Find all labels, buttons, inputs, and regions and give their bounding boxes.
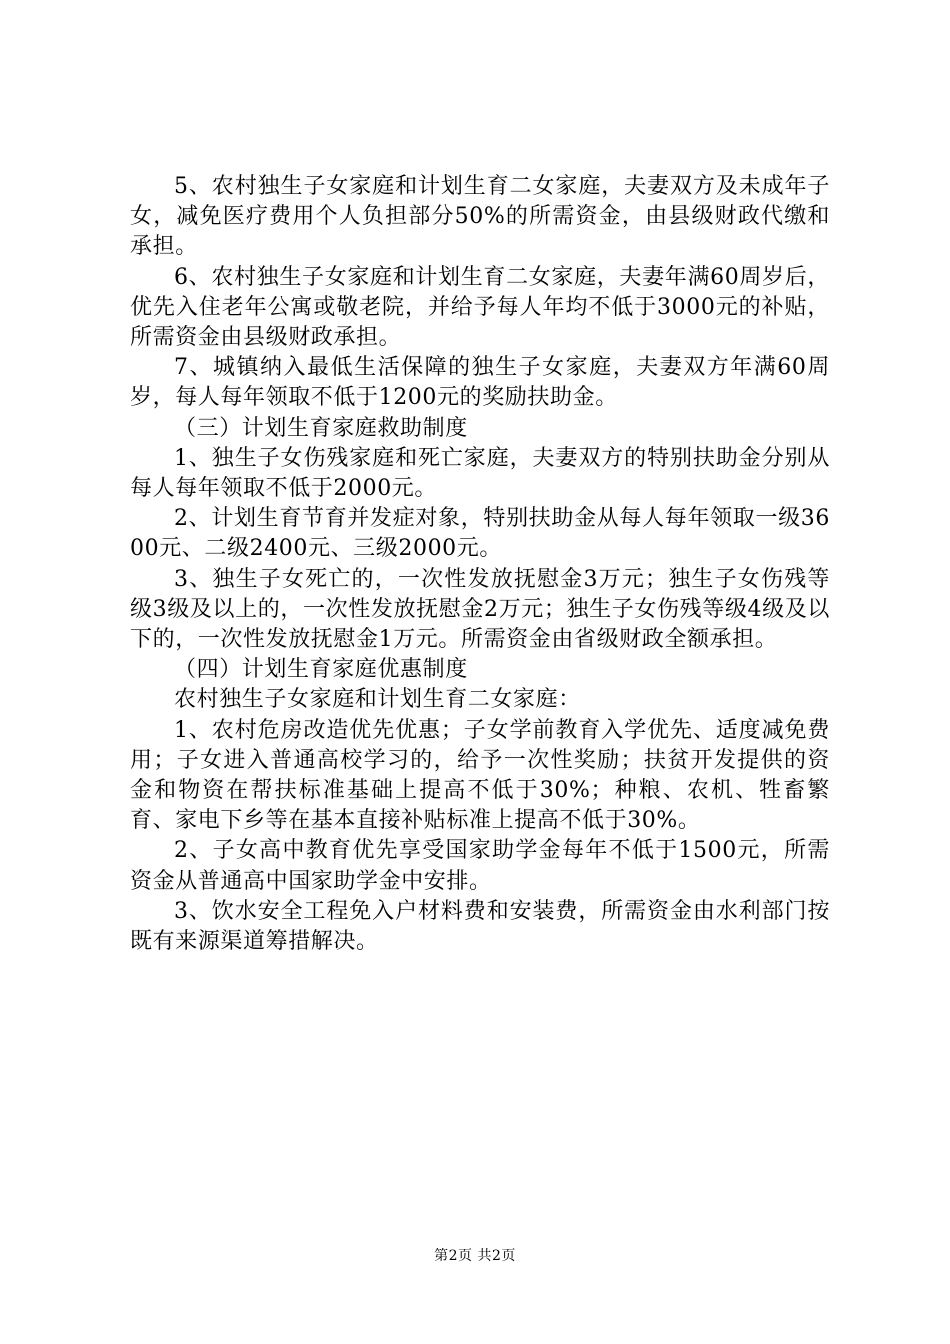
paragraph-preferential-3: 3、饮水安全工程免入户材料费和安装费，所需资金由水利部门按既有来源渠道筹措解决。	[130, 898, 830, 955]
document-body	[130, 172, 830, 957]
paragraph-item-6: 6、农村独生子女家庭和计划生育二女家庭，夫妻年满60周岁后，优先入住老年公寓或敬老院，并给予每人年均不低于3000元的补贴，所需资金由县级财政承担。	[130, 264, 830, 351]
paragraph-relief-1: 1、独生子女伤残家庭和死亡家庭，夫妻双方的特别扶助金分别从每人每年领取不低于2000元。	[130, 445, 830, 502]
paragraph-preferential-1: 1、农村危房改造优先优惠；子女学前教育入学优先、适度减免费用；子女进入普通高校学习的，给予一次性奖励；扶贫开发提供的资金和物资在帮扶标准基础上提高不低于30%；种粮、农机、牲畜繁育、家电下乡等在基本直接补贴标准上提高不低于30%。	[130, 717, 830, 834]
paragraph-preferential-intro: 农村独生子女家庭和计划生育二女家庭：	[174, 687, 581, 713]
paragraph-relief-3: 3、独生子女死亡的，一次性发放抚慰金3万元；独生子女伤残等级3级及以上的，一次性发放抚慰金2万元；独生子女伤残等级4级及以下的，一次性发放抚慰金1万元。所需资金由省级财政全额承担。	[130, 566, 830, 653]
paragraph-item-7: 7、城镇纳入最低生活保障的独生子女家庭，夫妻双方年满60周岁，每人每年领取不低于1200元的奖励扶助金。	[130, 355, 830, 411]
paragraph-relief-2: 2、计划生育节育并发症对象，特别扶助金从每人每年领取一级3600元、二级2400元、三级2000元。	[130, 506, 830, 562]
page-footer: 第2页 共2页	[434, 1248, 516, 1264]
section-heading-3: （三）计划生育家庭救助制度	[174, 415, 468, 441]
section-heading-4: （四）计划生育家庭优惠制度	[174, 657, 468, 683]
paragraph-item-5: 5、农村独生子女家庭和计划生育二女家庭，夫妻双方及未成年子女，减免医疗费用个人负担部分50%的所需资金，由县级财政代缴和承担。	[130, 174, 830, 260]
paragraph-preferential-2: 2、子女高中教育优先享受国家助学金每年不低于1500元，所需资金从普通高中国家助学金中安排。	[130, 838, 830, 894]
